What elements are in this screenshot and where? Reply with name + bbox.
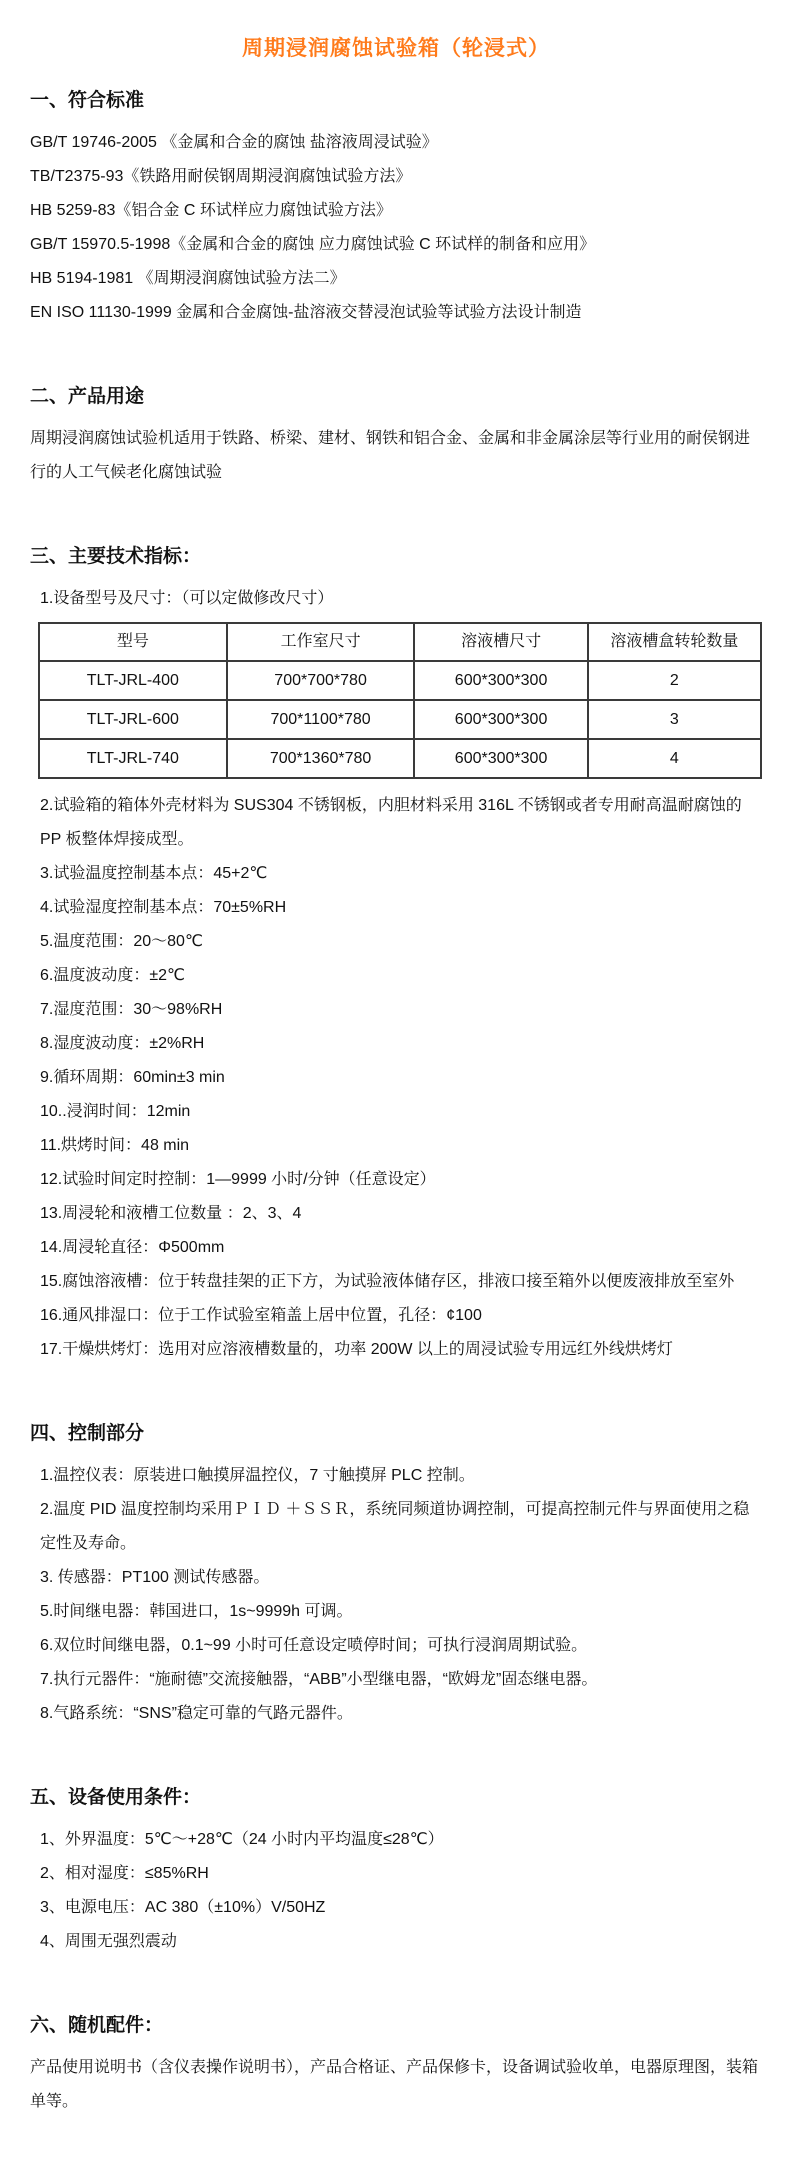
section-specs-heading: 三、主要技术指标： [30,546,202,567]
table-cell: 700*1100*780 [227,700,415,739]
table-cell: 600*300*300 [414,700,587,739]
section-standards-heading: 一、符合标准 [30,90,145,111]
standard-line: HB 5259-83《铝合金 C 环试样应力腐蚀试验方法》 [30,202,392,219]
table-row [39,700,761,739]
accessories-paragraph: 产品使用说明书（含仪表操作说明书），产品合格证、产品保修卡，设备调试验收单，电器原理图，装箱单等。 [30,2059,759,2110]
condition-item: 1、外界温度：5℃～+28℃（24 小时内平均温度≤28℃） [40,1831,444,1848]
spec-item: 12.试验时间定时控制：1—9999 小时/分钟（任意设定） [40,1171,436,1188]
spacer [30,1367,762,1389]
section-accessories-heading: 六、随机配件： [30,2015,164,2036]
spec-item: 9.循环周期：60min±3 min [40,1069,225,1086]
standard-line: GB/T 19746-2005 《金属和合金的腐蚀 盐溶液周浸试验》 [30,134,438,151]
table-row [39,739,761,778]
spec-item: 15.腐蚀溶液槽：位于转盘挂架的正下方，为试验液体储存区，排液口接至箱外以便废液排放至室外 [40,1273,735,1290]
table-cell: TLT-JRL-740 [39,739,227,778]
condition-item: 2、相对湿度：≤85%RH [40,1865,209,1882]
spec-item: 5.温度范围：20～80℃ [40,933,203,950]
control-item: 7.执行元器件：“施耐德”交流接触器，“ABB”小型继电器，“欧姆龙”固态继电器。 [40,1671,598,1688]
standard-line: TB/T2375-93《铁路用耐侯钢周期浸润腐蚀试验方法》 [30,168,412,185]
control-item: 3. 传感器：PT100 测试传感器。 [40,1569,270,1586]
table-cell: 600*300*300 [414,739,587,778]
section-control [30,1419,762,1731]
section-control-heading: 四、控制部分 [30,1423,145,1444]
standard-line: HB 5194-1981 《周期浸润腐蚀试验方法二》 [30,270,346,287]
spacer [30,1731,762,1753]
spacer [30,330,762,352]
spec-item: 16.通风排湿口：位于工作试验室箱盖上居中位置，孔径：¢100 [40,1307,482,1324]
table-cell: 4 [588,739,761,778]
table-header-row [39,623,761,661]
control-item: 1.温控仪表：原装进口触摸屏温控仪，7 寸触摸屏 PLC 控制。 [40,1467,475,1484]
table-cell: TLT-JRL-400 [39,661,227,700]
control-item: 2.温度 PID 温度控制均采用ＰＩＤ ＋ＳＳＲ，系统同频道协调控制，可提高控制元件与界面使用之稳定性及寿命。 [40,1501,750,1552]
control-item: 6.双位时间继电器，0.1~99 小时可任意设定喷停时间；可执行浸润周期试验。 [40,1637,588,1654]
table-header-cell: 溶液槽盒转轮数量 [588,623,761,661]
section-usage-heading: 二、产品用途 [30,386,145,407]
table-cell: 600*300*300 [414,661,587,700]
table-header-cell: 工作室尺寸 [227,623,415,661]
spec-item: 6.温度波动度：±2℃ [40,967,185,984]
model-size-table [38,622,762,779]
spacer [30,1959,762,1981]
table-header-cell: 溶液槽尺寸 [414,623,587,661]
control-item: 8.气路系统：“SNS”稳定可靠的气路元器件。 [40,1705,353,1722]
table-cell: 700*1360*780 [227,739,415,778]
section-specs [30,542,762,1367]
table-cell: 700*700*780 [227,661,415,700]
section-usage [30,382,762,490]
spec-item: 3.试验温度控制基本点：45+2℃ [40,865,268,882]
spec-item: 7.湿度范围：30～98%RH [40,1001,223,1018]
table-row [39,661,761,700]
spec-item: 4.试验湿度控制基本点：70±5%RH [40,899,287,916]
table-cell: 2 [588,661,761,700]
condition-item: 4、周围无强烈震动 [40,1933,177,1950]
spacer [30,490,762,512]
section-conditions-heading: 五、设备使用条件： [30,1787,202,1808]
page-title: 周期浸润腐蚀试验箱（轮浸式） [242,37,550,60]
spec-item: 11.烘烤时间：48 min [40,1137,190,1154]
spec-item: 10..浸润时间：12min [40,1103,191,1120]
control-item: 5.时间继电器：韩国进口，1s~9999h 可调。 [40,1603,353,1620]
spec-item: 8.湿度波动度：±2%RH [40,1035,205,1052]
usage-paragraph: 周期浸润腐蚀试验机适用于铁路、桥梁、建材、钢铁和铝合金、金属和非金属涂层等行业用的耐侯钢进行的人工气候老化腐蚀试验 [30,430,751,481]
standard-line: EN ISO 11130-1999 金属和合金腐蚀-盐溶液交替浸泡试验等试验方法设计制造 [30,304,582,321]
section-standards [30,86,762,330]
table-header-cell: 型号 [39,623,227,661]
standard-line: GB/T 15970.5-1998《金属和合金的腐蚀 应力腐蚀试验 C 环试样的制备和应用》 [30,236,596,253]
spec-item: 14.周浸轮直径：Φ500mm [40,1239,225,1256]
spec-item: 2.试验箱的箱体外壳材料为 SUS304 不锈钢板，内胆材料采用 316L 不锈钢或者专用耐高温耐腐蚀的 PP 板整体焊接成型。 [40,797,742,848]
spec-item: 13.周浸轮和液槽工位数量 ：2、3、4 [40,1205,302,1222]
table-cell: TLT-JRL-600 [39,700,227,739]
spec-item: 17.干燥烘烤灯：选用对应溶液槽数量的，功率 200W 以上的周浸试验专用远红外线烘烤灯 [40,1341,673,1358]
section-accessories [30,2011,762,2119]
section-conditions [30,1783,762,1959]
table-cell: 3 [588,700,761,739]
condition-item: 3、电源电压：AC 380（±10%）V/50HZ [40,1899,326,1916]
spec-item: 1.设备型号及尺寸：（可以定做修改尺寸） [40,590,334,607]
